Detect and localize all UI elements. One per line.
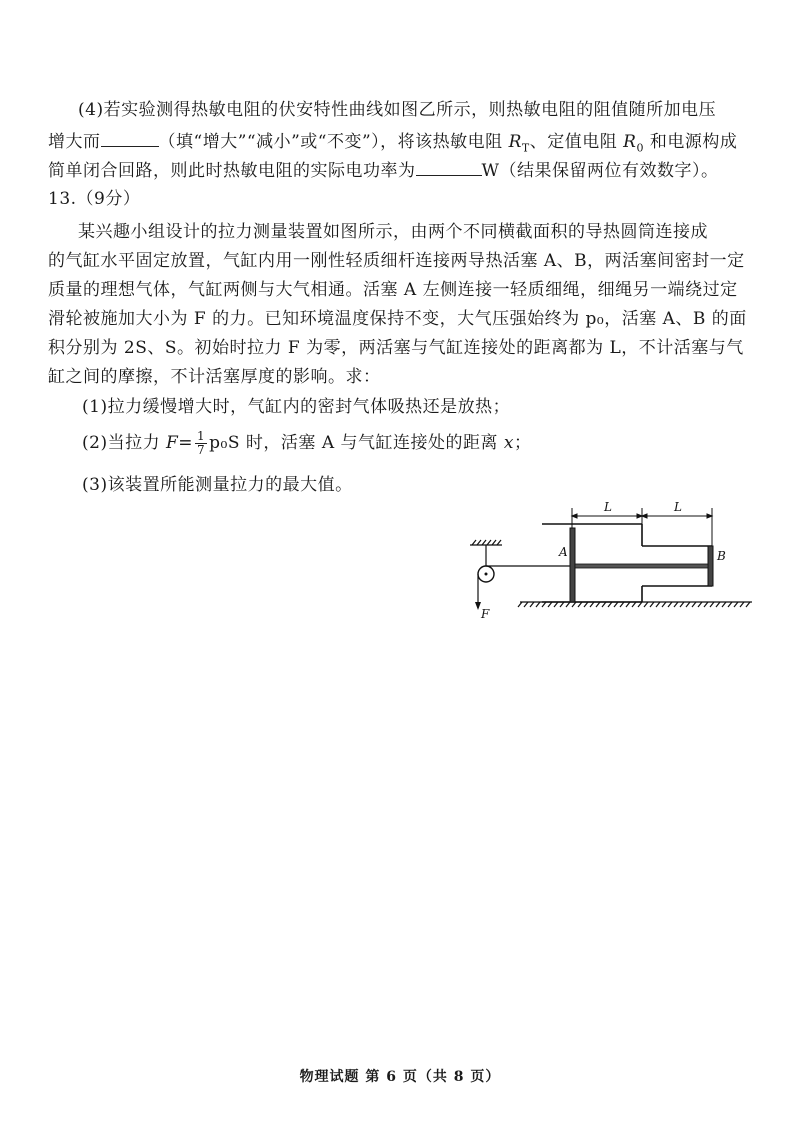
piston-a — [570, 528, 575, 602]
q13-para-line: 缸之间的摩擦，不计活塞厚度的影响。求： — [48, 367, 381, 387]
q13-para-line: 的气缸水平固定放置，气缸内用一刚性轻质细杆连接两导热活塞 A、B，两活塞间密封一定 — [48, 251, 745, 271]
pulley-axle — [485, 573, 488, 576]
q13-para-line: 质量的理想气体，气缸两侧与大气相通。活塞 A 左侧连接一轻质细绳，细绳另一端绕过定 — [48, 280, 738, 300]
cylinder-walls — [542, 524, 712, 602]
dimension-label-left: L — [604, 500, 612, 514]
piston-a-label: A — [559, 545, 568, 559]
answer-blank-trend[interactable] — [101, 130, 159, 147]
q13-para-line: 积分别为 2S、S。初始时拉力 F 为零，两活塞与气缸连接处的距离都为 L，不计活塞与气 — [48, 338, 744, 358]
cylinder-diagram — [462, 498, 762, 628]
q13-sub3: (3)该装置所能测量拉力的最大值。 — [82, 475, 353, 495]
q13-para-line: 滑轮被施加大小为 F 的力。已知环境温度保持不变，大气压强始终为 p₀，活塞 A、B 的面 — [48, 309, 747, 329]
answer-blank-power[interactable] — [416, 159, 482, 176]
q13-para-line: 某兴趣小组设计的拉力测量装置如图所示，由两个不同横截面积的导热圆筒连接成 — [78, 222, 708, 242]
q13-sub2: (2)当拉力 F= $\frac{1}{7}$ p₀S 时，活塞 A 与气缸连接处的距离 x； — [82, 429, 532, 457]
q12-part4-line2: 增大而 （填“增大”“减小”或“不变”），将该热敏电阻 $R_T$、定值电阻 $R_0$ 和电源构成 — [48, 132, 738, 155]
q13-header: 13.（9分） — [48, 189, 141, 209]
rigid-rod — [575, 564, 708, 568]
force-label: F — [481, 607, 490, 621]
fraction-one-seventh: $\frac{1}{7}$ — [197, 429, 206, 457]
piston-b-label: B — [717, 549, 726, 563]
q12-part4-line3: 简单闭合回路，则此时热敏电阻的实际电功率为 W（结果保留两位有效数字）。 — [48, 161, 719, 181]
dimension-label-right: L — [674, 500, 682, 514]
page-footer: 物理试题 第 6 页（共 8 页） — [299, 1069, 501, 1085]
piston-b — [708, 546, 713, 586]
ceiling-support — [470, 540, 502, 566]
q13-sub1: (1)拉力缓慢增大时，气缸内的密封气体吸热还是放热； — [82, 397, 511, 417]
q12-part4-line1: (4)若实验测得热敏电阻的伏安特性曲线如图乙所示，则热敏电阻的阻值随所加电压 — [78, 100, 717, 120]
